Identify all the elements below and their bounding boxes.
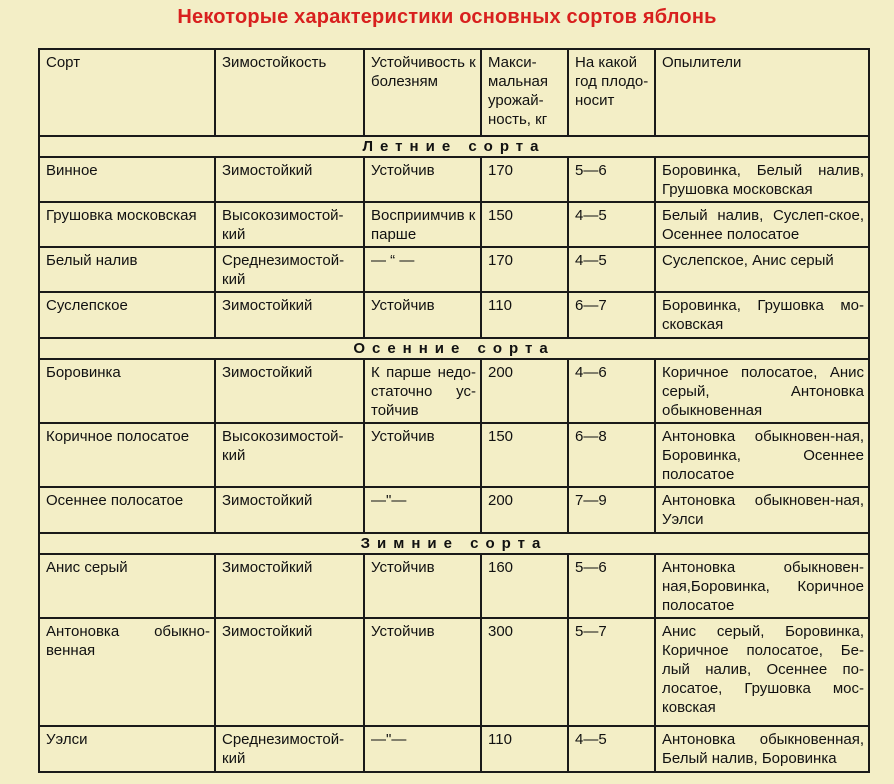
cell-variety: Осеннее полосатое <box>39 487 215 533</box>
cell-fruiting: 6—8 <box>568 423 655 487</box>
cell-hardiness: Зимостойкий <box>215 292 364 338</box>
header-resistance: Устойчивость к болезням <box>364 49 481 136</box>
header-fruiting: На какой год плодо-носит <box>568 49 655 136</box>
cell-yield: 150 <box>481 423 568 487</box>
cell-hardiness: Среднезимостой-кий <box>215 726 364 772</box>
cell-pollinators: Антоновка обыкновен-ная, Боровинка, Осеннее полосатое <box>655 423 869 487</box>
cell-pollinators: Боровинка, Грушовка мо-сковская <box>655 292 869 338</box>
apple-varieties-table <box>38 48 870 773</box>
cell-resistance: Устойчив <box>364 292 481 338</box>
cell-fruiting: 4—5 <box>568 202 655 247</box>
table-row <box>39 247 869 292</box>
cell-variety: Суслепское <box>39 292 215 338</box>
section-title: Летние сорта <box>39 136 869 157</box>
cell-pollinators: Коричное полосатое, Анис серый, Антоновка обыкновенная <box>655 359 869 423</box>
cell-pollinators: Антоновка обыкновен-ная, Уэлси <box>655 487 869 533</box>
header-hardiness: Зимостойкость <box>215 49 364 136</box>
cell-variety: Винное <box>39 157 215 202</box>
cell-pollinators: Антоновка обыкновен-ная,Боровинка, Коричное полосатое <box>655 554 869 618</box>
header-row <box>39 49 869 136</box>
header-variety: Сорт <box>39 49 215 136</box>
table-row <box>39 423 869 487</box>
cell-resistance: Устойчив <box>364 157 481 202</box>
cell-hardiness: Зимостойкий <box>215 618 364 726</box>
cell-hardiness: Высокозимостой-кий <box>215 423 364 487</box>
table-row <box>39 618 869 726</box>
cell-yield: 200 <box>481 487 568 533</box>
section-winter <box>39 533 869 554</box>
cell-fruiting: 4—5 <box>568 247 655 292</box>
page-title: Некоторые характеристики основных сортов яблонь <box>177 6 717 28</box>
cell-hardiness: Высокозимостой-кий <box>215 202 364 247</box>
cell-yield: 160 <box>481 554 568 618</box>
cell-hardiness: Среднезимостой-кий <box>215 247 364 292</box>
cell-yield: 170 <box>481 247 568 292</box>
cell-variety: Грушовка московская <box>39 202 215 247</box>
cell-variety: Анис серый <box>39 554 215 618</box>
cell-yield: 150 <box>481 202 568 247</box>
cell-hardiness: Зимостойкий <box>215 157 364 202</box>
cell-yield: 300 <box>481 618 568 726</box>
table-row <box>39 202 869 247</box>
cell-resistance: — “ — <box>364 247 481 292</box>
cell-resistance: Устойчив <box>364 618 481 726</box>
cell-pollinators: Анис серый, Боровинка, Коричное полосатое, Бе-лый налив, Осеннее по-лосатое, Грушовка мос-ковская <box>655 618 869 726</box>
cell-pollinators: Белый налив, Суслеп-ское, Осеннее полосатое <box>655 202 869 247</box>
section-title: Осенние сорта <box>39 338 869 359</box>
cell-hardiness: Зимостойкий <box>215 554 364 618</box>
cell-resistance: Восприимчив к парше <box>364 202 481 247</box>
cell-fruiting: 5—6 <box>568 554 655 618</box>
table-row <box>39 292 869 338</box>
cell-fruiting: 4—6 <box>568 359 655 423</box>
cell-resistance: Устойчив <box>364 554 481 618</box>
cell-yield: 200 <box>481 359 568 423</box>
cell-fruiting: 7—9 <box>568 487 655 533</box>
cell-yield: 110 <box>481 726 568 772</box>
cell-variety: Белый налив <box>39 247 215 292</box>
cell-fruiting: 5—7 <box>568 618 655 726</box>
cell-fruiting: 5—6 <box>568 157 655 202</box>
cell-resistance: —"— <box>364 487 481 533</box>
cell-resistance: —"— <box>364 726 481 772</box>
table-row <box>39 554 869 618</box>
cell-variety: Коричное полосатое <box>39 423 215 487</box>
table-row <box>39 157 869 202</box>
cell-resistance: К парше недо-статочно ус-тойчив <box>364 359 481 423</box>
cell-hardiness: Зимостойкий <box>215 359 364 423</box>
cell-yield: 110 <box>481 292 568 338</box>
cell-fruiting: 4—5 <box>568 726 655 772</box>
cell-hardiness: Зимостойкий <box>215 487 364 533</box>
cell-yield: 170 <box>481 157 568 202</box>
cell-variety: Уэлси <box>39 726 215 772</box>
header-pollinators: Опылители <box>655 49 869 136</box>
table-row <box>39 359 869 423</box>
cell-fruiting: 6—7 <box>568 292 655 338</box>
cell-variety: Антоновка обыкно-венная <box>39 618 215 726</box>
section-autumn <box>39 338 869 359</box>
section-title: Зимние сорта <box>39 533 869 554</box>
cell-pollinators: Антоновка обыкновенная, Белый налив, Боровинка <box>655 726 869 772</box>
section-summer <box>39 136 869 157</box>
table-row <box>39 726 869 772</box>
table-row <box>39 487 869 533</box>
cell-resistance: Устойчив <box>364 423 481 487</box>
header-yield: Макси-мальная урожай-ность, кг <box>481 49 568 136</box>
cell-pollinators: Суслепское, Анис серый <box>655 247 869 292</box>
cell-variety: Боровинка <box>39 359 215 423</box>
cell-pollinators: Боровинка, Белый налив, Грушовка московская <box>655 157 869 202</box>
